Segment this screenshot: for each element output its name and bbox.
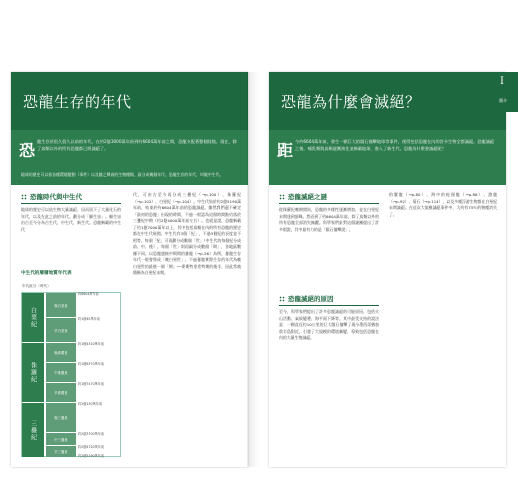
geologic-timeline-table — [21, 284, 121, 458]
age-label: 約2億3700萬年前 — [78, 432, 105, 436]
table-subhead: 中生代的層層地質年代表 — [21, 271, 72, 276]
left-body-text: 地球的歷史可以依生物大量滅絕、因而留下了大量化石的年代，以及在此之前的年代，劃分成「顯生宙」。顯生宙由古至今分為古生代、中生代、新生代。恐龍稱霸的中生代 — [21, 207, 121, 232]
age-label: 約2億4720萬年前 — [78, 445, 105, 449]
left-section-title: 恐龍時代與中生代 — [30, 193, 82, 201]
age-label: 約1億45萬年前 — [78, 317, 101, 321]
right-page-title: 恐龍為什麼會滅絕？ — [281, 93, 421, 111]
table-header: 年代區分（時代） — [22, 284, 51, 288]
left-body-text-col2: 代，可由古至今再分成三疊紀（→p.100）、侏羅紀（→p.102）、白堊紀（→p.104）。中生代始於約2億5190萬年前，結束於約6604萬年前的恐龍滅絕。雖然我們還不確定「最初的恐龍」出現的時間，不過一般認為這個時間點約落於三疊紀中期（約2億4000萬年前左右）。也就是說，恐龍稱霸了約1億7000萬年以上，其中包括鳥類在內的所有恐龍的歷史都在中生代展開。中生代有3個「紀」，不過3個紀的長度並不相等。每個「紀」可再劃分成數個「世」（中生代的每個紀分成前、中、後）。每個「世」則再細分成數個「期」，各地區數據不同。以恐龍盛極中期間的暴龍（→p.26）為例，暴龍生存年代一般會寫成「晚白堊世」。不過暴龍實際生存的年代為晚白堊世的最後一個「期」──麥斯特里希特期的後半，因此常被簡稱為白堊紀末期。 — [133, 192, 241, 275]
right-title-banner — [269, 72, 506, 130]
left-intro-paragraph: 地球的歷史可以依各種環境變動（事件）以及隨之興衰的生物種類，區分成幾個年代。恐龍生存的年代，叫做中生代。 — [21, 172, 224, 177]
era-jurassic: 侏羅紀 — [22, 343, 44, 403]
chapter-tab[interactable] — [496, 72, 518, 112]
period-4: 中侏羅世 — [46, 363, 76, 383]
right-section1-header — [279, 192, 379, 204]
era-cretaceous: 白堊紀 — [22, 293, 44, 343]
right-col2-text: 的翼龍（→p.80）、海中的蛇頸龍（→p.86）、滄龍（→p.92）、菊石（→p.114），以及多種浮游生物都在白堊紀末期滅絕。在這次大規模滅絕事件中，大約有75％的物種消失了。 — [389, 192, 498, 217]
period-6: 晚三疊世 — [46, 403, 76, 433]
age-label: 約1億7470萬年前 — [78, 382, 105, 386]
period-3: 晚侏羅世 — [46, 343, 76, 363]
era-triassic: 三疊紀 — [22, 403, 44, 458]
right-section2-header — [279, 294, 379, 306]
period-2: 早白堊世 — [46, 318, 76, 343]
period-8: 早三疊世 — [46, 446, 76, 458]
left-page-title: 恐龍生存的年代 — [23, 93, 132, 111]
section-dots-icon — [21, 194, 27, 200]
right-section2-text: 至今，科學家們提出了許多恐龍滅絕的可能原因，包括火山活動、氣候變遷、海平面下降等。其中最受支持的說法是：一顆直徑約10公里的巨大隕石撞擊了現今墨西哥猶加敦半島附近，引發了大規模的環境劇變，導致包括恐龍在內的大量生物滅絕。 — [279, 309, 379, 340]
right-section1-title: 恐龍滅絕之謎 — [288, 193, 327, 201]
right-intro-text: 今約6604萬年前，發生一顆巨大的隕石撞擊地球等事件，使得包括恐龍在內的許多生物全都滅絕。恐龍滅絕之後，哺乳類與鳥類逐漸演化並稱霸地球，進入了新生代。恐龍為什麼會滅絕呢？ — [295, 139, 495, 151]
left-section-header — [21, 192, 121, 204]
section-dots-icon — [279, 296, 285, 302]
left-page — [11, 72, 248, 467]
left-title-banner — [11, 72, 248, 130]
age-label: 約6604萬年前 — [78, 292, 99, 296]
right-section1-text: 從侏羅紀晚期開始，恐龍的多樣性逐漸增加，並在白堊紀末期達到頂峰。然而到了約6604萬年前，除了鳥類以外的所有恐龍全部消失無蹤。科學家們針對這個謎團提出了許多假說，其中最有力的是「隕石撞擊說」。 — [279, 207, 379, 232]
left-intro-text: 龍生存於很久很久以前的年代。在約2億3000萬年前到約6604萬年前之間，恐龍支配著整個陸地。現在，除了鳥類以外的所有恐龍都已經滅絕了。 — [37, 139, 237, 151]
left-intro-dropcap: 恐 — [19, 141, 36, 160]
right-section2-title: 恐龍滅絕的原因 — [288, 295, 334, 303]
period-5: 早侏羅世 — [46, 383, 76, 403]
chapter-tab-letter: I — [500, 76, 504, 87]
period-1: 晚白堊世 — [46, 293, 76, 318]
right-intro-box — [269, 130, 506, 185]
age-label: 約1億4310萬年前 — [78, 342, 105, 346]
age-label: 約2億5190萬年前 — [78, 454, 105, 458]
age-label: 約1億6370萬年前 — [78, 362, 105, 366]
right-intro-dropcap: 距 — [277, 141, 294, 160]
right-page — [269, 72, 506, 467]
age-label: 約2億130萬年前 — [78, 402, 103, 406]
section-dots-icon — [279, 194, 285, 200]
period-7: 中三疊世 — [46, 433, 76, 446]
book-gutter — [247, 72, 259, 467]
chapter-tab-label: 簡介 — [499, 98, 507, 103]
